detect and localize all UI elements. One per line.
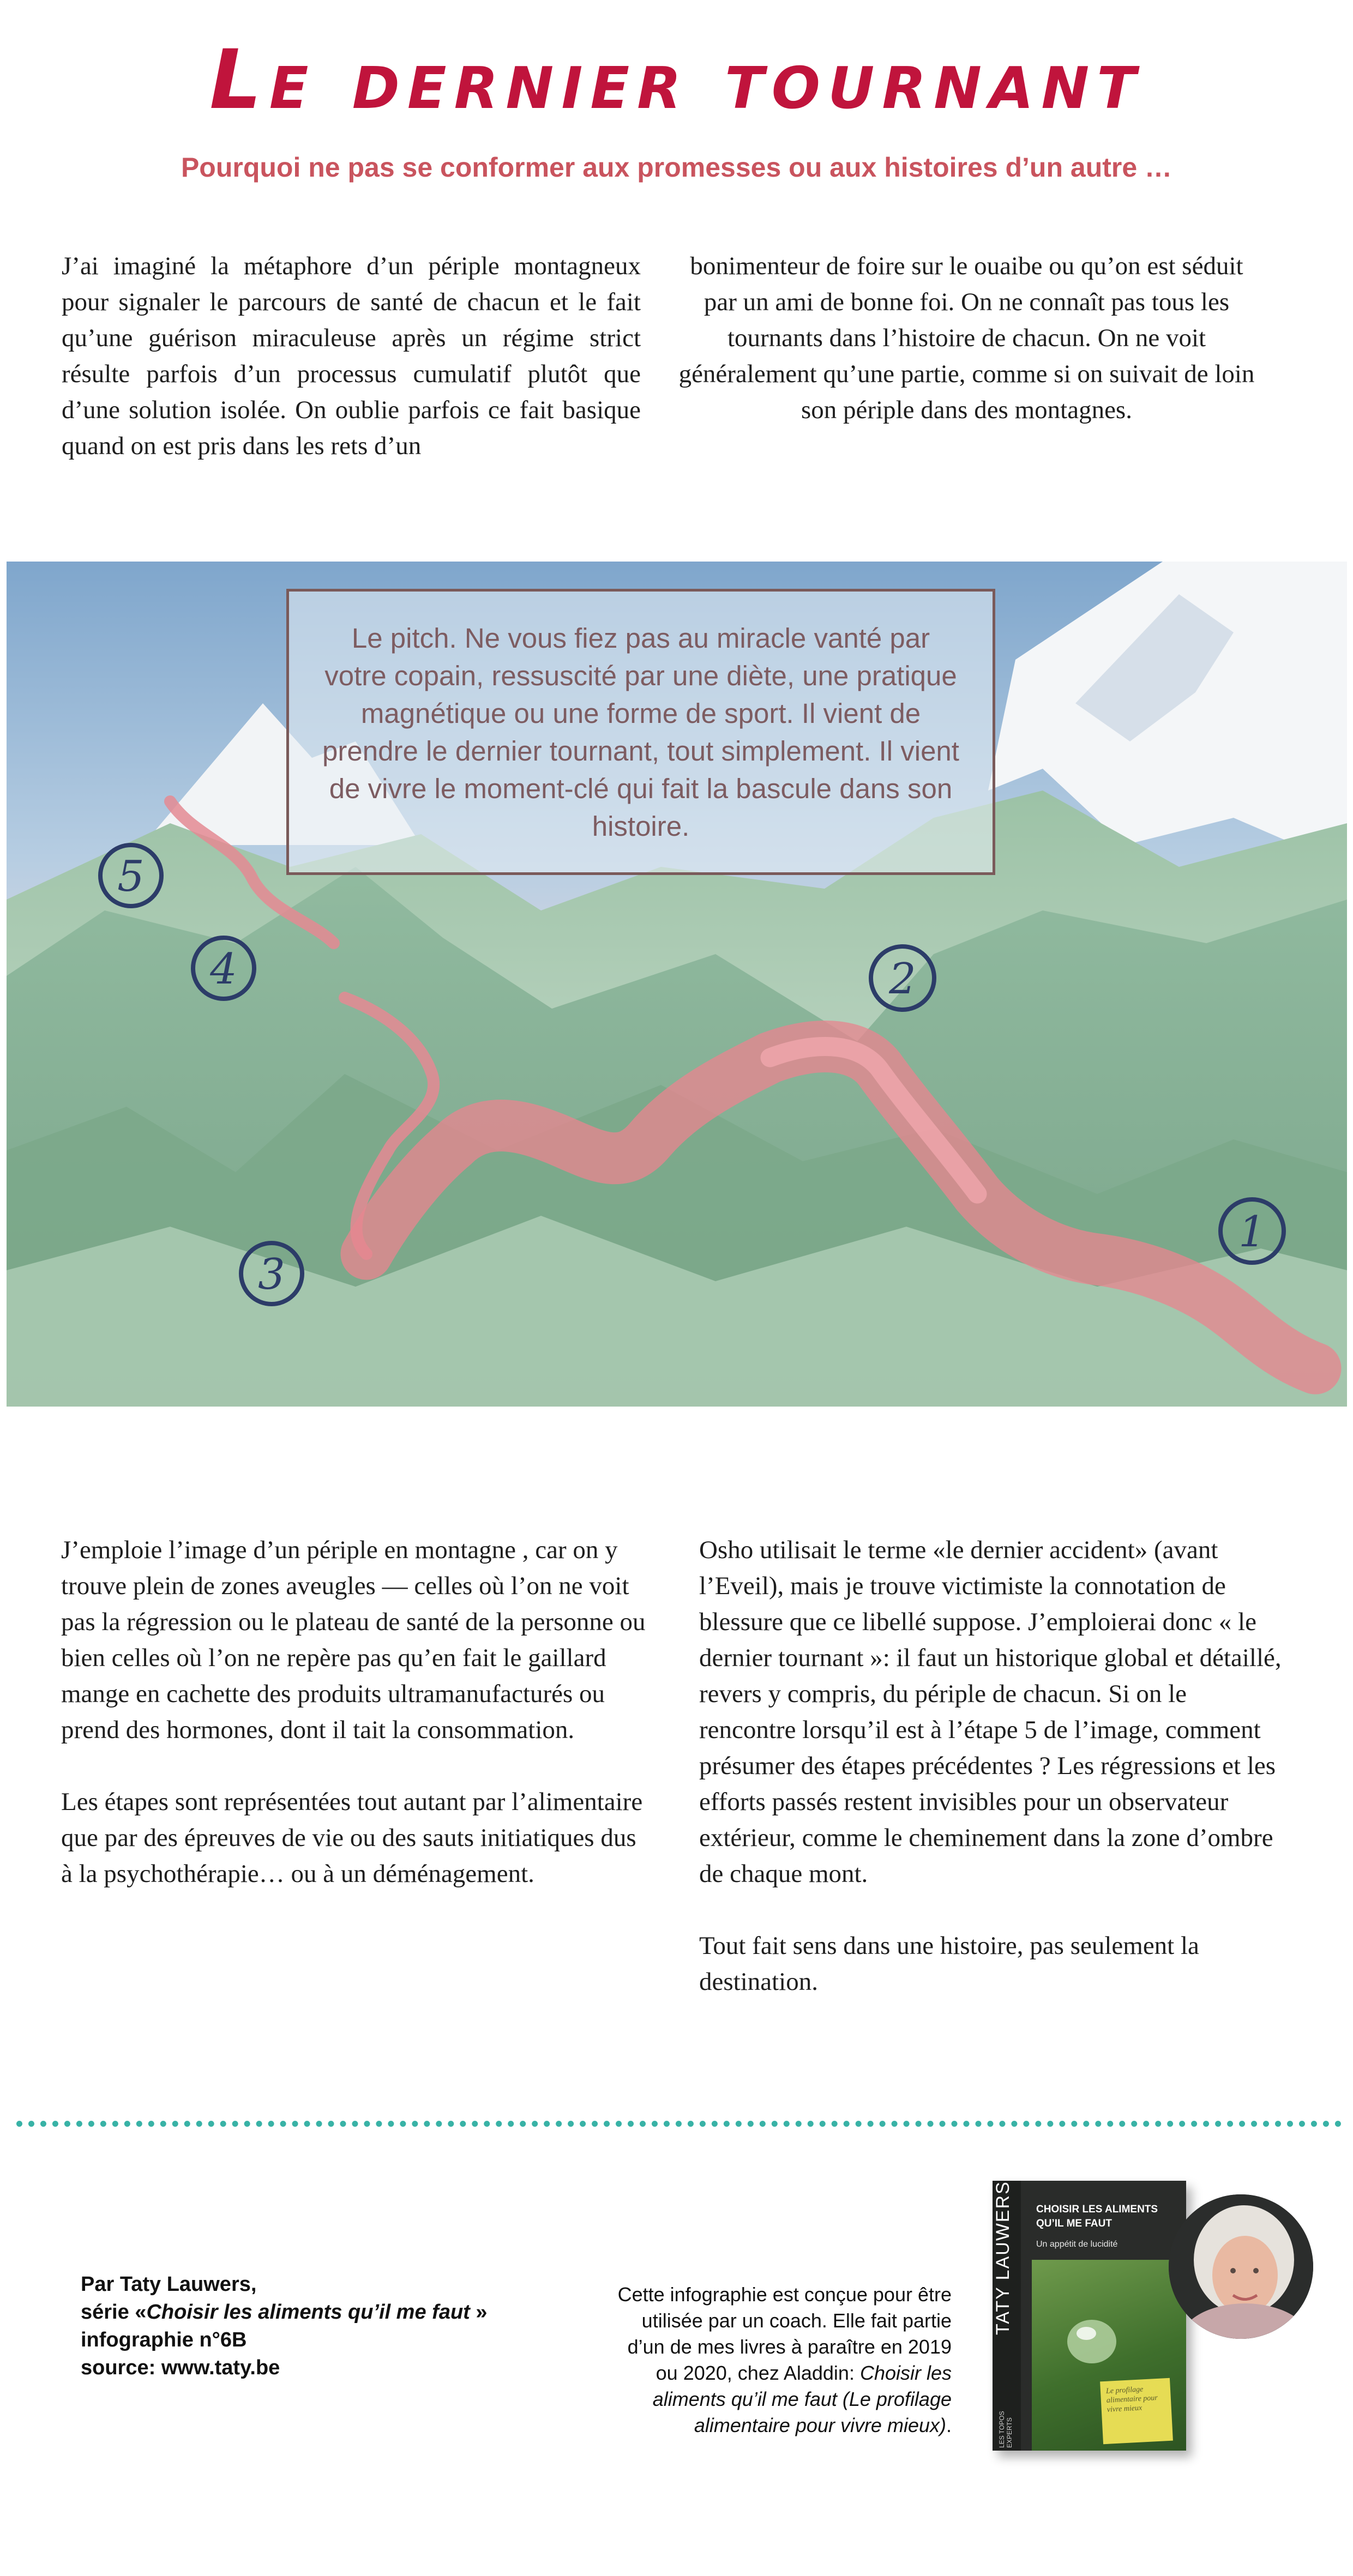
body-right-column (699, 1532, 1285, 2036)
book-subtitle: Un appétit de lucidité (1036, 2240, 1118, 2249)
book-cover (993, 2181, 1186, 2451)
usage-note: Cette infographie est conçue pour être utilisée par un coach. Elle fait partie d’un de mes livres à paraître en 2019 ou 2020, chez Aladdin: Choisir les aliments qu’il me faut (Le profilage alimentaire pour vivre mieux). (617, 2283, 952, 2436)
step-5-label: 5 (117, 852, 145, 901)
author-credits (81, 2271, 488, 2382)
book-sticky-note: Le profilage alimentaire pour vivre mieux (1100, 2378, 1173, 2445)
step-1-label: 1 (1238, 1208, 1266, 1257)
page-subtitle: Pourquoi ne pas se conformer aux promesses ou aux histoires d’un autre … (181, 152, 1172, 183)
pitch-box (286, 589, 995, 875)
book-series: LES TOPOS EXPERTS (998, 2411, 1013, 2448)
step-4-label: 4 (210, 945, 237, 994)
infographic-number: infographie n°6B (81, 2328, 247, 2351)
book-title: CHOISIR LES ALIMENTS QU’IL ME FAUT (1036, 2204, 1158, 2229)
intro-left-column: J’ai imaginé la métaphore d’un périple montagneux pour signaler le parcours de santé de chacun et le fait qu’une guérison miraculeuse après un régime strict résulte parfois d’un processus cumulatif plutôt que d’une solution isolée. On oublie parfois ce fait basique quand on est pris dans les rets d’un (62, 252, 641, 460)
dotted-divider (16, 2121, 1342, 2127)
page-title: Le dernier tournant (209, 33, 1144, 128)
author-portrait (1169, 2194, 1313, 2339)
body-right-paragraph: Tout fait sens dans une histoire, pas seulement la destination. (699, 1932, 1199, 1996)
body-left-paragraph: J’emploie l’image d’un périple en montagne , car on y trouve plein de zones aveugles — celles où l’on ne voit pas la régression ou le plateau de santé de la personne ou bien celles où l’on ne repère pas qu’en fait le gaillard mange en cachette des produits ultramanufacturés ou prend des hormones, dont il tait la consommation. (61, 1536, 646, 1744)
intro-right-column: bonimenteur de foire sur le ouaibe ou qu’on est séduit par un ami de bonne foi. On ne connaît pas tous les tournants dans l’histoire de chacun. On ne voit généralement qu’une partie, comme si on suivait de loin son périple dans des montagnes. (678, 252, 1255, 424)
author-name: Par Taty Lauwers, (81, 2273, 257, 2296)
step-3-label: 3 (258, 1250, 285, 1299)
step-2-label: 2 (889, 955, 916, 1004)
series-line: série «Choisir les aliments qu’il me faut » (81, 2301, 488, 2324)
pitch-text: Le pitch. Ne vous fiez pas au miracle vanté par votre copain, ressuscité par une diète, une pratique magnétique ou une forme de sport. Il vient de prendre le dernier tournant, tout simplement. Il vient de vivre le moment-clé qui fait la bascule dans son histoire. (322, 622, 959, 842)
source-line: source: www.taty.be (81, 2356, 280, 2379)
body-left-paragraph: Les étapes sont représentées tout autant par l’alimentaire que par des épreuves de vie ou des sauts initiatiques dus à la psychothérapie… ou à un déménagement. (61, 1788, 643, 1888)
body-right-paragraph: Osho utilisait le terme «le dernier accident» (avant l’Eveil), mais je trouve victimiste la connotation de blessure que ce libellé suppose. J’emploierai donc « le dernier tournant »: il faut un historique global et détaillé, revers y compris, du périple de chacun. Si on le rencontre lorsqu’il est à l’étape 5 de l’image, comment présumer des étapes précédentes ? Les régressions et les efforts passés restent invisibles pour un observateur extérieur, comme le cheminement dans la zone d’ombre de chaque mont. (699, 1536, 1282, 1888)
book-author: TATY LAUWERS (993, 2181, 1013, 2335)
body-left-column (61, 1532, 647, 1928)
